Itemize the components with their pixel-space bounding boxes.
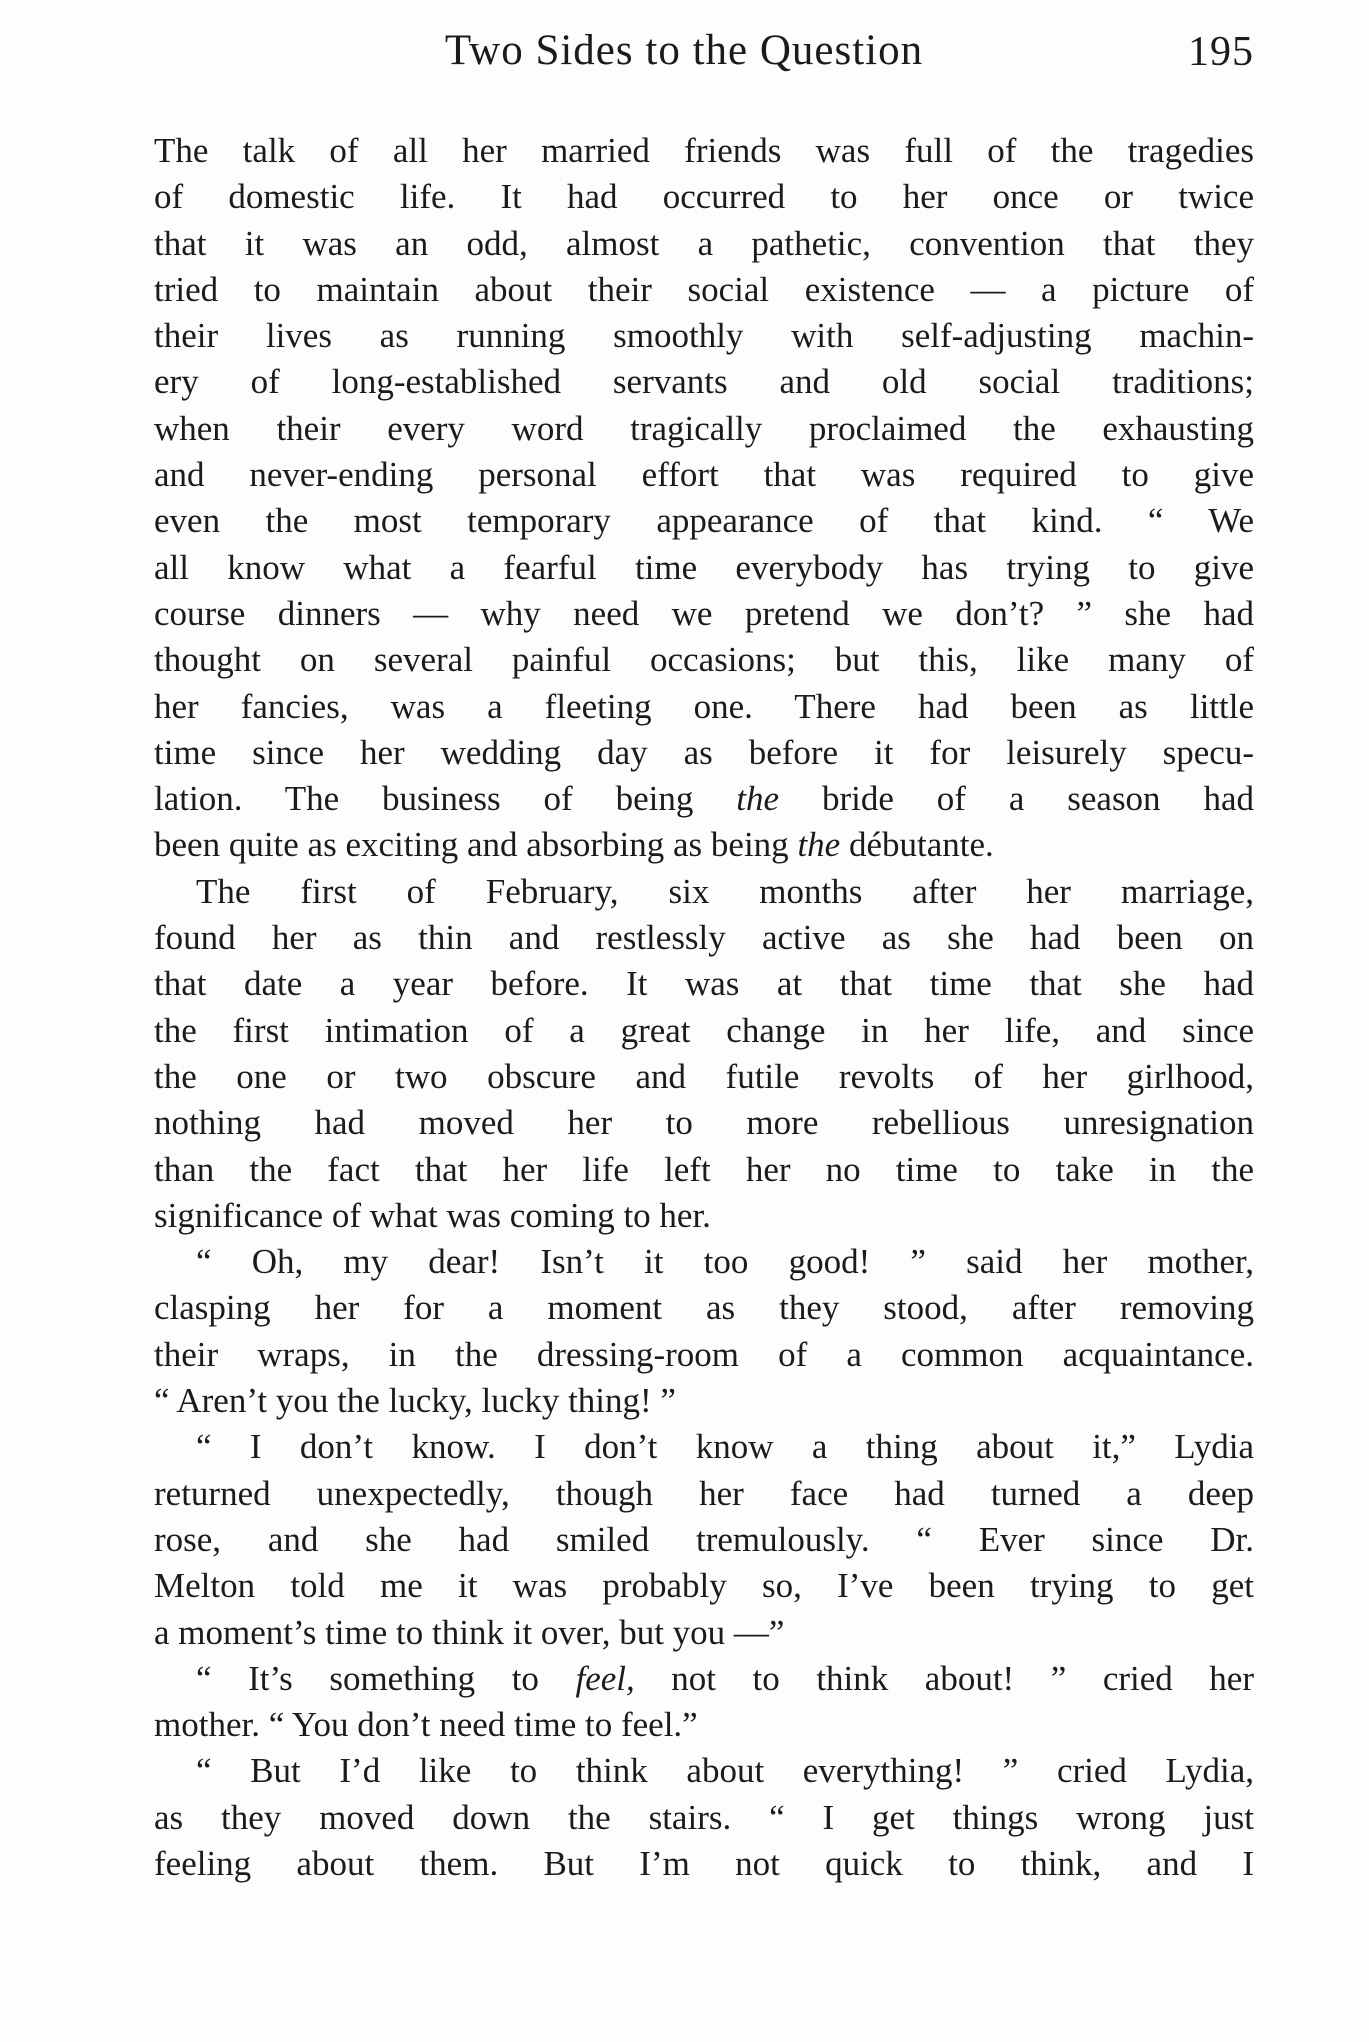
text-line xyxy=(154,359,1254,405)
text-line xyxy=(154,1517,1254,1563)
text-run: and never-ending personal effort that was required to give xyxy=(154,455,1254,495)
text-run: bride of a season had xyxy=(779,779,1254,819)
text-run: débutante. xyxy=(840,825,994,865)
italic-text: the xyxy=(736,779,780,819)
text-run: a moment’s time to think it over, but you —” xyxy=(154,1612,785,1652)
text-run: rose, and she had smiled tremulously. “ Ever since Dr. xyxy=(154,1519,1254,1559)
page-header xyxy=(154,22,1254,82)
text-run: her fancies, was a fleeting one. There had been as little xyxy=(154,686,1254,726)
text-line xyxy=(154,730,1254,776)
text-run: tried to maintain about their social existence — a picture of xyxy=(154,269,1254,309)
text-line xyxy=(154,128,1254,174)
text-line xyxy=(154,961,1254,1007)
text-line xyxy=(154,267,1254,313)
text-line xyxy=(154,869,1254,915)
text-run: “ It’s something to xyxy=(196,1658,576,1698)
text-run: clasping her for a moment as they stood, after removing xyxy=(154,1288,1254,1328)
text-line xyxy=(154,684,1254,730)
text-line xyxy=(154,1748,1254,1794)
text-line xyxy=(154,1332,1254,1378)
text-run: as they moved down the stairs. “ I get things wrong just xyxy=(154,1797,1254,1837)
page-number: 195 xyxy=(1188,29,1254,75)
text-line xyxy=(154,1424,1254,1470)
text-line xyxy=(154,1610,1254,1656)
text-line xyxy=(154,822,1254,868)
text-run: thought on several painful occasions; but this, like many of xyxy=(154,640,1254,680)
text-run: their wraps, in the dressing-room of a common acquaintance. xyxy=(154,1334,1254,1374)
text-line xyxy=(154,1008,1254,1054)
text-line xyxy=(154,776,1254,822)
text-line xyxy=(154,174,1254,220)
text-line xyxy=(154,591,1254,637)
text-run: feeling about them. But I’m not quick to think, and I xyxy=(154,1843,1254,1883)
text-run: than the fact that her life left her no time to take in the xyxy=(154,1149,1254,1189)
text-run: “ I don’t know. I don’t know a thing about it,” Lydia xyxy=(196,1427,1254,1467)
text-line xyxy=(154,1841,1254,1887)
text-line xyxy=(154,1285,1254,1331)
text-run: returned unexpectedly, though her face had turned a deep xyxy=(154,1473,1254,1513)
running-title: Two Sides to the Question xyxy=(444,27,924,74)
text-run: mother. “ You don’t need time to feel.” xyxy=(154,1705,698,1745)
text-line xyxy=(154,1147,1254,1193)
italic-text: feel, xyxy=(575,1658,635,1698)
text-run: The talk of all her married friends was full of the tragedies xyxy=(154,131,1254,170)
text-run: ery of long-established servants and old social traditions; xyxy=(154,362,1254,402)
text-line xyxy=(154,1054,1254,1100)
text-line xyxy=(154,1563,1254,1609)
text-line xyxy=(154,1795,1254,1841)
text-line xyxy=(154,1239,1254,1285)
text-line xyxy=(154,313,1254,359)
text-run: course dinners — why need we pretend we don’t? ” she had xyxy=(154,593,1254,633)
text-run: Melton told me it was probably so, I’ve been trying to get xyxy=(154,1566,1254,1606)
text-line xyxy=(154,1378,1254,1424)
text-line xyxy=(154,545,1254,591)
text-run: the one or two obscure and futile revolts of her girlhood, xyxy=(154,1056,1254,1096)
text-line xyxy=(154,1656,1254,1702)
text-run: when their every word tragically proclaimed the exhausting xyxy=(154,408,1254,448)
text-line xyxy=(154,1100,1254,1146)
text-run: their lives as running smoothly with self-adjusting machin- xyxy=(154,316,1254,356)
text-run: that date a year before. It was at that time that she had xyxy=(154,964,1254,1004)
text-run: all know what a fearful time everybody has trying to give xyxy=(154,547,1254,587)
text-line xyxy=(154,915,1254,961)
text-run: The first of February, six months after her marriage, xyxy=(196,871,1254,911)
text-run: “ But I’d like to think about everything! ” cried Lydia, xyxy=(196,1751,1254,1791)
text-line xyxy=(154,637,1254,683)
text-line xyxy=(154,1193,1254,1239)
text-run: lation. The business of being xyxy=(154,779,737,819)
text-run: of domestic life. It had occurred to her once or twice xyxy=(154,177,1254,217)
body-text xyxy=(154,128,1254,1887)
text-run: significance of what was coming to her. xyxy=(154,1195,711,1235)
text-line xyxy=(154,498,1254,544)
text-run: time since her wedding day as before it for leisurely specu- xyxy=(154,732,1254,772)
text-line xyxy=(154,1471,1254,1517)
text-run: not to think about! ” cried her xyxy=(634,1658,1254,1698)
text-run: “ Aren’t you the lucky, lucky thing! ” xyxy=(154,1381,676,1421)
text-run: that it was an odd, almost a pathetic, convention that they xyxy=(154,223,1254,263)
italic-text: the xyxy=(797,825,841,865)
text-run: the first intimation of a great change in her life, and since xyxy=(154,1010,1254,1050)
text-run: “ Oh, my dear! Isn’t it too good! ” said her mother, xyxy=(196,1242,1254,1282)
text-line xyxy=(154,221,1254,267)
text-line xyxy=(154,1702,1254,1748)
text-run: even the most temporary appearance of that kind. “ We xyxy=(154,501,1254,541)
text-run: found her as thin and restlessly active as she had been on xyxy=(154,918,1254,958)
text-run: been quite as exciting and absorbing as being xyxy=(154,825,798,865)
text-run: nothing had moved her to more rebellious unresignation xyxy=(154,1103,1254,1143)
text-line xyxy=(154,406,1254,452)
text-line xyxy=(154,452,1254,498)
